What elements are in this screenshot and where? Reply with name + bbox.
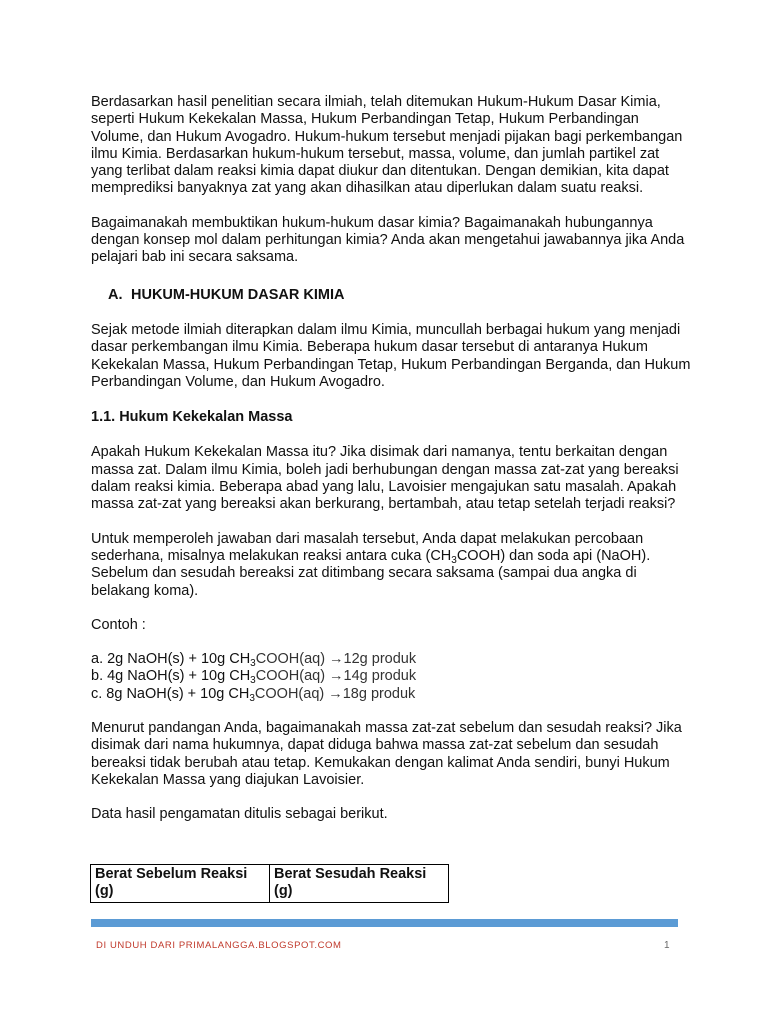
example-subscript: 3: [249, 692, 255, 704]
example-start: b. 4g NaOH(s) + 10g CH: [91, 668, 251, 685]
subsection-paragraph-1: Apakah Hukum Kekekalan Massa itu? Jika disimak dari namanya, tentu berkaitan dengan massa zat. Dalam ilmu Kimia, boleh jadi berhubungan dengan massa zat-zat yang bereaksi dalam reaksi kimia. Beberapa abad yang lalu, Lavoisier mengajukan satu masalah. Apakah massa zat-zat yang bereaksi akan berkurang, bertambah, atau tetap setelah terjadi reaksi?: [91, 444, 679, 513]
section-a-paragraph: Sejak metode ilmiah diterapkan dalam ilmu Kimia, muncullah berbagai hukum yang menjadi dasar perkembangan ilmu Kimia. Beberapa hukum dasar tersebut di antaranya Hukum Kekekalan Massa, Hukum Perbandingan Tetap, Hukum Perbandingan Berganda, dan Hukum Perbandingan Volume, dan Hukum Avogadro.: [91, 321, 691, 390]
table-header-after: Berat Sesudah Reaksi (g): [270, 865, 449, 903]
para2-after: COOH) dan soda api (NaOH). Sebelum dan sesudah bereaksi zat ditimbang secara saksama (sampai dua angka di belakang koma).: [91, 547, 651, 599]
footer-divider-bar: [91, 919, 678, 927]
example-rest: COOH(aq) →18g produk: [254, 685, 416, 702]
section-a-title: HUKUM-HUKUM DASAR KIMIA: [131, 286, 345, 303]
section-a-heading: [91, 287, 691, 304]
example-list: [91, 651, 691, 703]
table-header-row: [91, 865, 449, 903]
example-rest: COOH(aq) →14g produk: [255, 668, 417, 685]
example-line: [91, 686, 691, 703]
para2-subscript: 3: [451, 554, 457, 566]
example-start: c. 8g NaOH(s) + 10g CH: [91, 685, 250, 702]
example-rest: COOH(aq) →12g produk: [255, 651, 417, 668]
table-header-before: Berat Sebelum Reaksi (g): [91, 865, 270, 903]
subsection-paragraph-2: [91, 531, 691, 600]
intro-paragraph-1: Berdasarkan hasil penelitian secara ilmiah, telah ditemukan Hukum-Hukum Dasar Kimia, seperti Hukum Kekekalan Massa, Hukum Perbandingan Tetap, Hukum Perbandingan Volume, dan Hukum Avogadro. Hukum-hukum tersebut menjadi pijakan bagi perkembangan ilmu Kimia. Berdasarkan hukum-hukum tersebut, massa, volume, dan jumlah partikel zat yang terlibat dalam reaksi kimia dapat diukur dan ditentukan. Dengan demikian, kita dapat memprediksi banyaknya zat yang akan dihasilkan atau diperlukan dalam suatu reaksi.: [91, 94, 683, 197]
subsection-paragraph-3: Menurut pandangan Anda, bagaimanakah massa zat-zat sebelum dan sesudah reaksi? Jika disimak dari nama hukumnya, dapat diduga bahwa massa zat-zat sebelum dan sesudah bereaksi tidak berubah atau tetap. Kemukakan dengan kalimat Anda sendiri, bunyi Hukum Kekekalan Massa yang diajukan Lavoisier.: [91, 720, 682, 788]
example-line: [91, 651, 691, 668]
example-start: a. 2g NaOH(s) + 10g CH: [91, 651, 251, 668]
page-number: 1: [664, 940, 670, 951]
example-subscript: 3: [250, 658, 256, 670]
intro-paragraph-2: Bagaimanakah membuktikan hukum-hukum dasar kimia? Bagaimanakah hubungannya dengan konsep mol dalam perhitungan kimia? Anda akan mengetahui jawabannya jika Anda pelajari bab ini secara saksama.: [91, 214, 685, 266]
document-body: [91, 94, 691, 824]
example-label: Contoh :: [91, 616, 146, 633]
weights-table: [90, 864, 449, 903]
subsection-heading: 1.1. Hukum Kekekalan Massa: [91, 409, 293, 426]
footer-source-text: DI UNDUH DARI PRIMALANGGA.BLOGSPOT.COM: [96, 940, 342, 951]
example-subscript: 3: [250, 675, 256, 687]
example-line: [91, 668, 691, 685]
subsection-paragraph-4: Data hasil pengamatan ditulis sebagai berikut.: [91, 806, 388, 823]
section-a-letter: A.: [108, 286, 123, 303]
para2-before: Untuk memperoleh jawaban dari masalah tersebut, Anda dapat melakukan percobaan sederhana, misalnya melakukan reaksi antara cuka (CH: [91, 530, 644, 564]
